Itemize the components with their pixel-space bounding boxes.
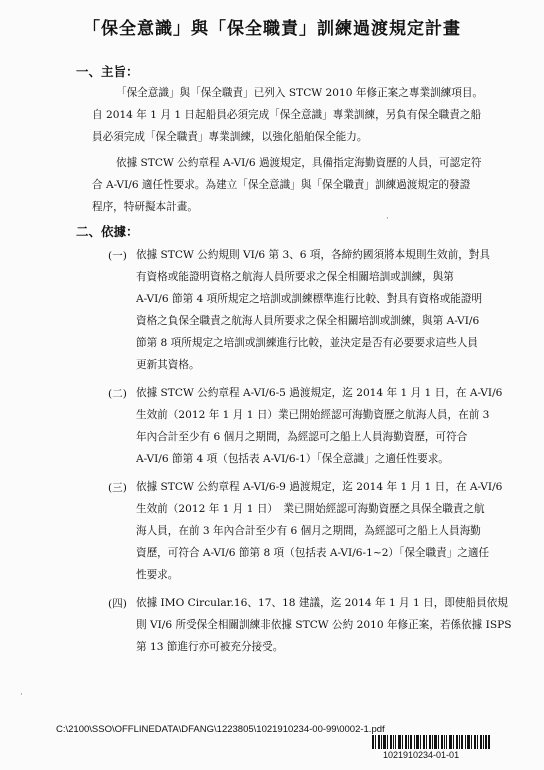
item-1-line: 有資格或能證明資格之航海人員所要求之保全相關培訓或訓練，與第 bbox=[136, 271, 454, 283]
barcode bbox=[372, 735, 490, 749]
item-2-line: 依據 STCW 公約章程 A-VI/6-5 過渡規定，迄 2014 年 1 月 1 日，在 A-VI/6 bbox=[136, 387, 503, 399]
item-4-marker: (四) bbox=[108, 598, 127, 610]
barcode-number: 1021910234-01-01 bbox=[383, 750, 460, 760]
footer-file-path: C:\2100\SSO\OFFLINEDATA\DFANG\1223805\1021910234-00-99\0002-1.pdf bbox=[56, 724, 385, 735]
item-1-marker: (一) bbox=[108, 250, 127, 262]
item-3-marker: (三) bbox=[108, 482, 127, 494]
item-2-line: A-VI/6 節第 4 項（包括表 A-VI/6-1）「保全意識」之適任性要求。 bbox=[136, 453, 449, 465]
section-1-line: 程序，特研擬本計畫。 bbox=[92, 201, 198, 213]
item-1-line: 依據 STCW 公約規則 VI/6 第 3、6 項，各締約國須將本規則生效前，對具 bbox=[136, 249, 490, 261]
item-3-line: 依據 STCW 公約章程 A-VI/6-9 過渡規定，迄 2014 年 1 月 1 日，在 A-VI/6 bbox=[136, 481, 503, 493]
section-1-heading: 一、主旨： bbox=[76, 64, 139, 79]
scan-speck: · bbox=[386, 214, 389, 224]
item-3-line: 性要求。 bbox=[136, 569, 179, 581]
item-1-line: 資格之負保全職責之航海人員所要求之保全相關培訓或訓練，與第 A-VI/6 bbox=[136, 315, 480, 327]
scan-speck: · bbox=[20, 690, 23, 700]
item-2-line: 生效前（2012 年 1 月 1 日）業已開始經認可海勤資歷之航海人員，在前 3 bbox=[136, 409, 490, 421]
item-3-line: 資歷，可符合 A-VI/6 節第 8 項（包括表 A-VI/6-1~2）「保全職責」之適任 bbox=[136, 547, 490, 559]
item-3-line: 生效前（2012 年 1 月 1 日） 業已開始經認可海勤資歷之具保全職責之航 bbox=[136, 503, 485, 515]
item-2-marker: (二) bbox=[108, 388, 127, 400]
section-1-line: 「保全意識」與「保全職責」已列入 STCW 2010 年修正案之專業訓練項目。 bbox=[116, 87, 484, 99]
item-1-line: A-VI/6 節第 4 項所規定之培訓或訓練標準進行比較、對具有資格或能證明 bbox=[136, 293, 483, 305]
item-2-line: 年內合計至少有 6 個月之期間，為經認可之船上人員海勤資歷，可符合 bbox=[136, 431, 468, 443]
section-1-line: 員必須完成「保全職責」專業訓練，以強化船舶保全能力。 bbox=[92, 131, 368, 143]
item-4-line: 第 13 節進行亦可被充分接受。 bbox=[136, 641, 284, 653]
item-1-line: 節第 8 項所規定之培訓或訓練進行比較，並決定是否有必要要求這些人員 bbox=[136, 337, 478, 349]
item-4-line: 則 VI/6 所受保全相關訓練非依據 STCW 公約 2010 年修正案，若係依據 ISPS bbox=[136, 619, 512, 631]
section-1-line: 合 A-VI/6 適任性要求。為建立「保全意識」與「保全職責」訓練過渡規定的發證 bbox=[92, 179, 471, 191]
document-title: 「保全意識」與「保全職責」訓練過渡規定計畫 bbox=[83, 19, 461, 39]
item-1-line: 更新其資格。 bbox=[136, 359, 200, 371]
section-1-line: 自 2014 年 1 月 1 日起船員必須完成「保全意識」專業訓練，另負有保全職責之船 bbox=[92, 109, 482, 121]
item-4-line: 依據 IMO Circular.16、17、18 建議，迄 2014 年 1 月 1 日，即使船員依規 bbox=[136, 597, 508, 609]
item-3-line: 海人員，在前 3 年內合計至少有 6 個月之期間，為經認可之船上人員海勤 bbox=[136, 525, 481, 537]
section-2-heading: 二、依據： bbox=[76, 224, 139, 239]
section-1-line: 依據 STCW 公約章程 A-VI/6 過渡規定，具備指定海勤資歷的人員，可認定符 bbox=[116, 157, 482, 169]
